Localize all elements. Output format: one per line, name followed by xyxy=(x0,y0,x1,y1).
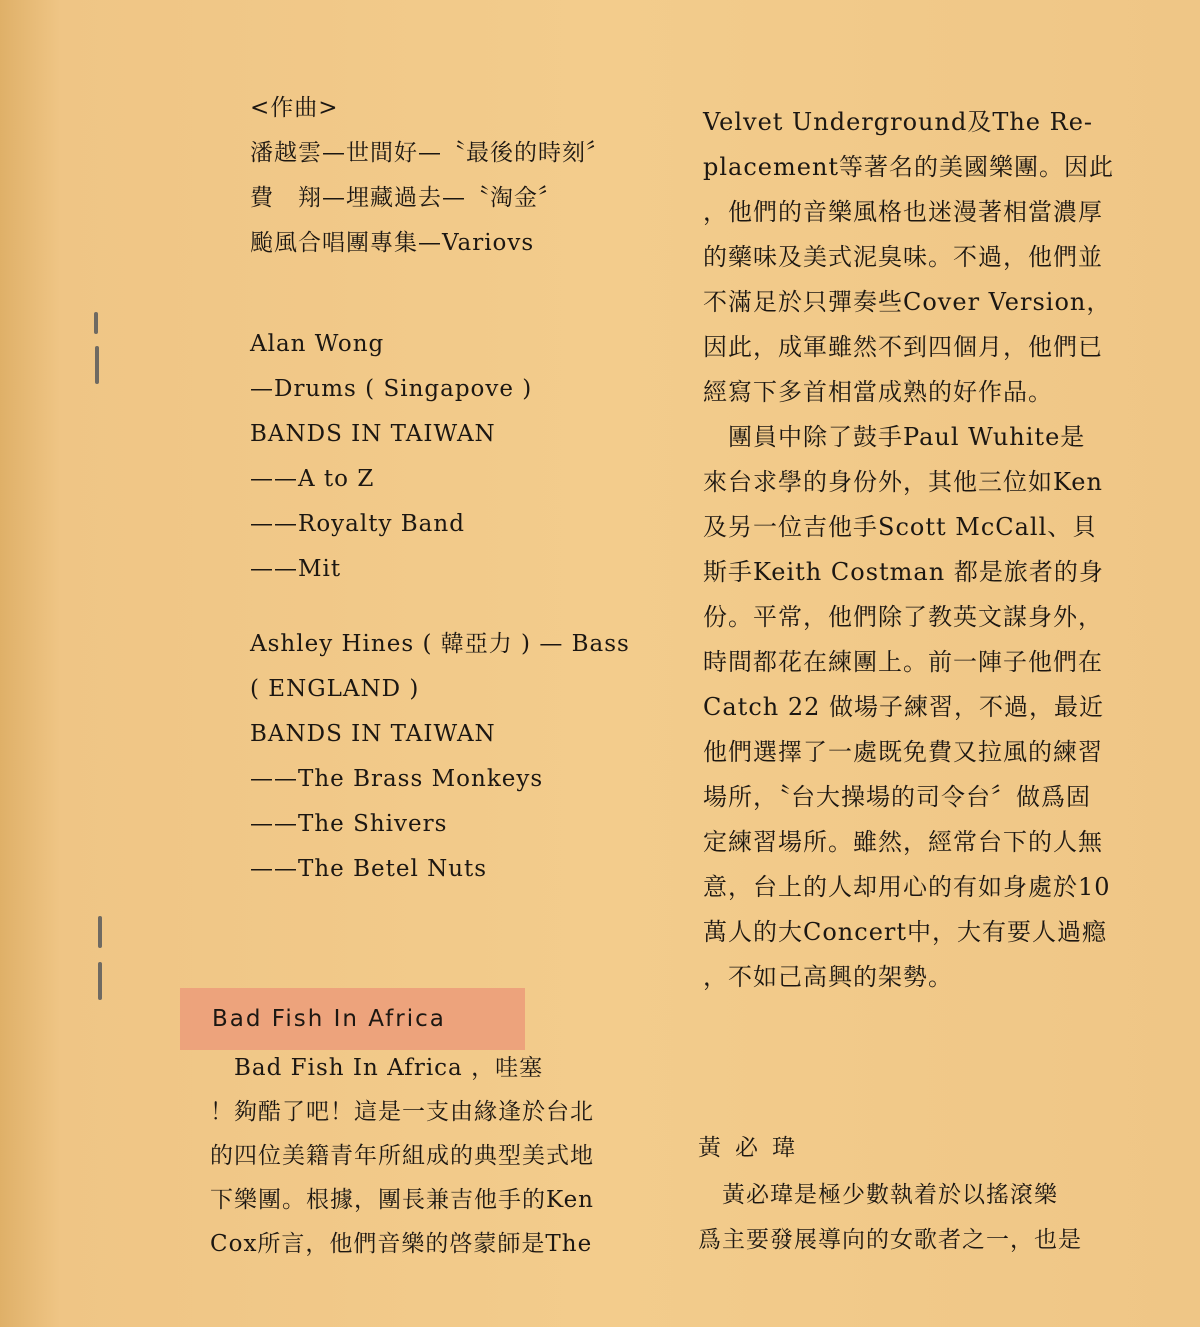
staple-mark xyxy=(98,916,102,948)
text-line: Catch 22 做場子練習，不過，最近 xyxy=(703,693,1105,721)
member-role: —Drums ( Singapove ) xyxy=(250,376,533,402)
band-item: ——Royalty Band xyxy=(250,511,465,537)
text-line: ！夠酷了吧！這是一支由緣逢於台北 xyxy=(210,1099,594,1125)
text-line: 意，台上的人却用心的有如身處於10 xyxy=(703,873,1111,901)
band-item: ——The Shivers xyxy=(250,811,448,837)
bands-heading: BANDS IN TAIWAN xyxy=(250,721,496,747)
text-line: 下樂團。根據，團長兼吉他手的Ken xyxy=(210,1187,594,1213)
member-name: Alan Wong xyxy=(250,331,385,357)
text-line: 份。平常，他們除了教英文謀身外， xyxy=(703,603,1103,631)
text-line: 爲主要發展導向的女歌者之一，也是 xyxy=(698,1227,1082,1253)
member-origin: ( ENGLAND ) xyxy=(250,676,420,702)
text-line: Cox所言，他們音樂的啓蒙師是The xyxy=(210,1231,593,1257)
text-line: 來台求學的身份外，其他三位如Ken xyxy=(703,468,1103,496)
text-line: 團員中除了鼓手Paul Wuhite是 xyxy=(703,423,1086,451)
text-line: 不滿足於只彈奏些Cover Version， xyxy=(703,288,1112,316)
article-text xyxy=(210,1046,670,1266)
text-line: 經寫下多首相當成熟的好作品。 xyxy=(703,378,1053,406)
band-item: ——The Brass Monkeys xyxy=(250,766,544,792)
article-text-continued xyxy=(703,100,1163,1000)
text-line: 他們選擇了一處既免費又拉風的練習 xyxy=(703,738,1103,766)
next-article xyxy=(698,1126,1168,1263)
staple-mark xyxy=(98,962,102,1000)
text-line: 場所，〝台大操場的司令台〞做爲固 xyxy=(703,783,1091,811)
band-item: ——A to Z xyxy=(250,466,375,492)
section-heading: Bad Fish In Africa xyxy=(180,988,525,1050)
staple-mark xyxy=(95,346,99,384)
next-article-heading: 黃必瑋 xyxy=(698,1135,809,1161)
text-line: placement等著名的美國樂團。因此 xyxy=(703,153,1115,181)
band-item: ——The Betel Nuts xyxy=(250,856,488,882)
text-line: 斯手Keith Costman 都是旅者的身 xyxy=(703,558,1104,586)
band-item: ——Mit xyxy=(250,556,342,582)
member-name: Ashley Hines ( 韓亞力 ) — Bass xyxy=(250,631,630,657)
text-line: 黃必瑋是極少數執着於以搖滾樂 xyxy=(698,1182,1058,1208)
composer-line: 潘越雲—世間好—〝最後的時刻〞 xyxy=(250,140,610,166)
text-line: 的藥味及美式泥臭味。不過，他們並 xyxy=(703,243,1103,271)
text-line: Velvet Underground及The Re- xyxy=(703,108,1094,136)
composer-line: 颱風合唱團專集—Variovs xyxy=(250,230,535,256)
text-line: ，不如己高興的架勢。 xyxy=(703,963,953,991)
text-line: ，他們的音樂風格也迷漫著相當濃厚 xyxy=(703,198,1103,226)
credits-column xyxy=(250,86,690,892)
text-line: 萬人的大Concert中，大有要人過瘾 xyxy=(703,918,1108,946)
composer-line: 費 翔—埋藏過去—〝淘金〞 xyxy=(250,185,562,211)
text-line: 的四位美籍青年所組成的典型美式地 xyxy=(210,1143,594,1169)
text-line: 定練習場所。雖然，經常台下的人無 xyxy=(703,828,1103,856)
staple-mark xyxy=(94,312,98,334)
text-line: 及另一位吉他手Scott McCall、貝 xyxy=(703,513,1098,541)
composer-heading: <作曲> xyxy=(250,95,339,121)
bands-heading: BANDS IN TAIWAN xyxy=(250,421,496,447)
text-line: 時間都花在練團上。前一陣子他們在 xyxy=(703,648,1103,676)
text-line: 因此，成軍雖然不到四個月，他們已 xyxy=(703,333,1103,361)
text-line: Bad Fish In Africa ，哇塞 xyxy=(210,1055,544,1081)
